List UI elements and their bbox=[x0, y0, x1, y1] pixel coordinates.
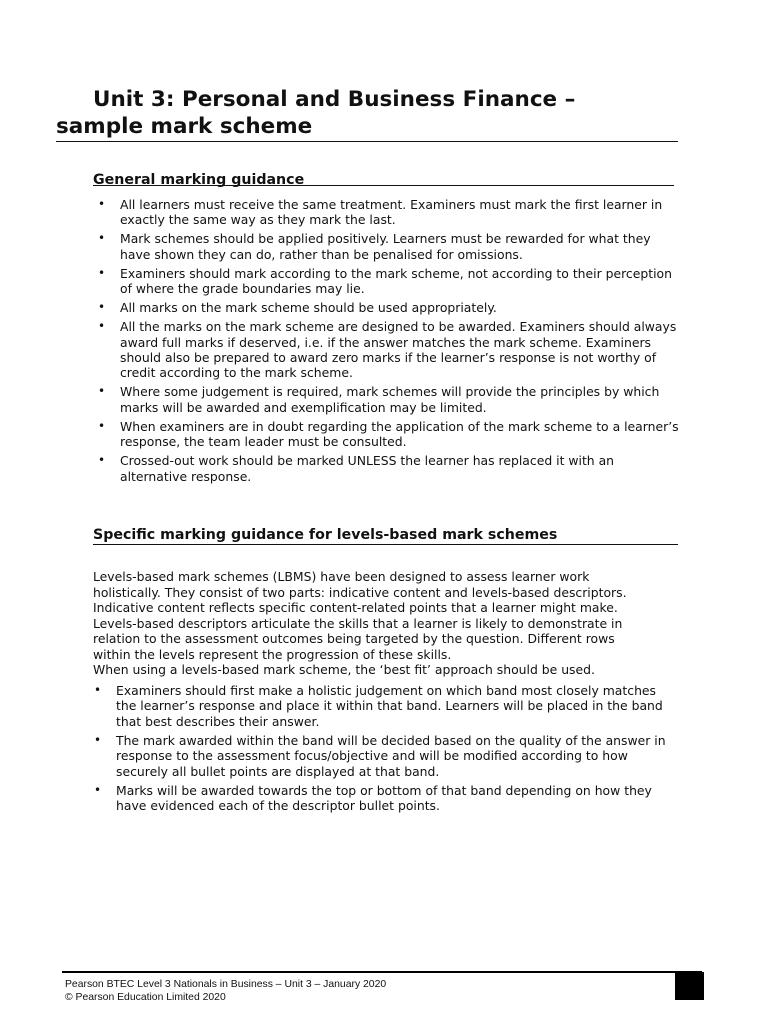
page-corner-block bbox=[675, 972, 704, 1000]
page-title bbox=[56, 86, 678, 140]
bullet-icon: • bbox=[98, 231, 106, 246]
general-heading-underline bbox=[93, 185, 674, 186]
title-underline bbox=[56, 141, 678, 142]
bullet-icon: • bbox=[98, 319, 106, 334]
list-item: • Examiners should first make a holistic judgement on which band most closely matches the learner’s response and place it within that band. Learners will be placed in the band that best describes their answer. bbox=[94, 683, 663, 729]
lbms-intro-paragraph: Levels-based mark schemes (LBMS) have been designed to assess learner work holistically. They consist of two parts: indicative content and levels-based descriptors. Indicative content reflects specific content-related points that a learner might make. Levels-based descriptors articulate the skills that a learner is likely to demonstrate in relation to the assessment outcomes being targeted by the question. Different rows within the levels represent the progression of these skills. When using a levels-based mark scheme, the ‘best fit’ approach should be used. bbox=[93, 569, 627, 678]
list-item: • Marks will be awarded towards the top or bottom of that band depending on how they have evidenced each of the descriptor bullet points. bbox=[94, 782, 652, 814]
list-item: • Mark schemes should be applied positively. Learners must be rewarded for what they have shown they can do, rather than be penalised for omissions. bbox=[98, 231, 651, 262]
general-marking-heading: General marking guidance bbox=[93, 172, 305, 188]
list-item: • All the marks on the mark scheme are designed to be awarded. Examiners should always award full marks if deserved, i.e. if the answer matches the mark scheme. Examiners should also be prepared to award zero marks if the learner’s response is not worthy of credit according to the mark scheme. bbox=[98, 319, 677, 381]
bullet-icon: • bbox=[98, 453, 106, 468]
bullet-icon: • bbox=[98, 265, 106, 280]
lbms-guidance-list bbox=[94, 683, 680, 817]
list-item: • The mark awarded within the band will be decided based on the quality of the answer in response to the assessment focus/objective and will be modified according to how securely all bullet points are displayed at that band. bbox=[94, 732, 666, 779]
footer-publication-line: Pearson BTEC Level 3 Nationals in Business – Unit 3 – January 2020 bbox=[65, 979, 387, 990]
list-item: • Where some judgement is required, mark schemes will provide the principles by which marks will be awarded and exemplification may be limited. bbox=[98, 384, 660, 415]
bullet-icon: • bbox=[94, 683, 102, 697]
bullet-icon: • bbox=[94, 782, 102, 797]
list-item: • All learners must receive the same treatment. Examiners must mark the first learner in exactly the same way as they mark the last. bbox=[98, 197, 663, 228]
footer-divider bbox=[62, 971, 702, 973]
list-item: • Examiners should mark according to the mark scheme, not according to their perception of where the grade boundaries may lie. bbox=[98, 265, 672, 297]
footer-copyright-line: © Pearson Education Limited 2020 bbox=[65, 992, 226, 1003]
general-guidance-list bbox=[98, 197, 680, 488]
page-footer bbox=[65, 978, 625, 1004]
bullet-icon: • bbox=[98, 418, 106, 433]
list-item: • All marks on the mark scheme should be used appropriately. bbox=[98, 300, 497, 316]
list-item: • Crossed-out work should be marked UNLESS the learner has replaced it with an alternative response. bbox=[98, 453, 615, 484]
bullet-icon: • bbox=[94, 732, 102, 747]
specific-heading-underline bbox=[93, 544, 678, 545]
bullet-icon: • bbox=[98, 300, 106, 315]
list-item: • When examiners are in doubt regarding the application of the mark scheme to a learner’s response, the team leader must be consulted. bbox=[98, 418, 679, 450]
page-title-line-1: Unit 3: Personal and Business Finance – bbox=[93, 87, 576, 112]
bullet-icon: • bbox=[98, 197, 106, 211]
bullet-icon: • bbox=[98, 384, 106, 399]
page-title-line-2: sample mark scheme bbox=[56, 114, 313, 139]
specific-marking-heading: Specific marking guidance for levels-based mark schemes bbox=[93, 527, 558, 543]
